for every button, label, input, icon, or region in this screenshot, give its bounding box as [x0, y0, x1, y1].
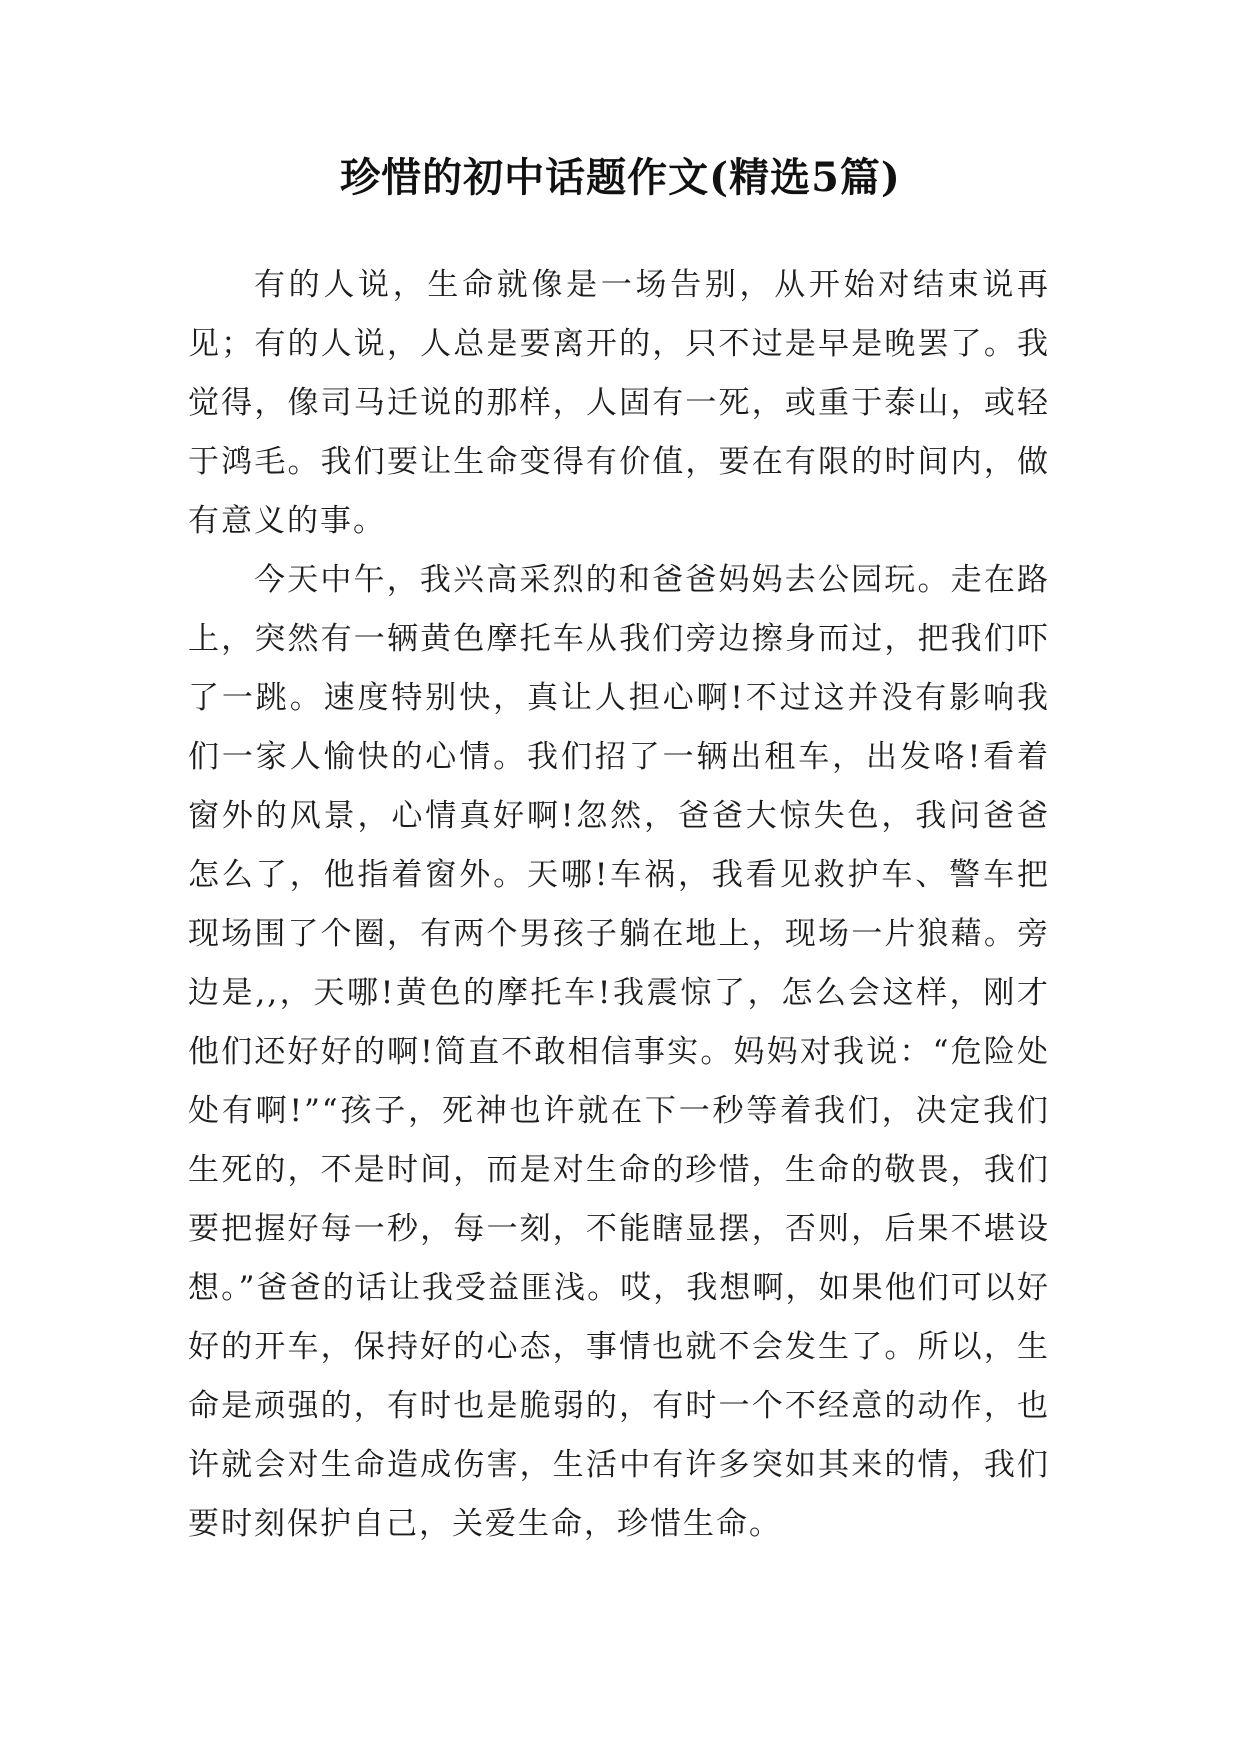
document-body — [188, 256, 1050, 1554]
paragraph-1: 有的人说，生命就像是一场告别，从开始对结束说再见；有的人说，人总是要离开的，只不过是早是晚罢了。我觉得，像司马迁说的那样，人固有一死，或重于泰山，或轻于鸿毛。我们要让生命变得有价值，要在有限的时间内，做有意义的事。 — [188, 267, 1050, 539]
paragraph-2: 今天中午，我兴高采烈的和爸爸妈妈去公园玩。走在路上，突然有一辆黄色摩托车从我们旁边擦身而过，把我们吓了一跳。速度特别快，真让人担心啊!不过这并没有影响我们一家人愉快的心情。我们招了一辆出租车，出发咯!看着窗外的风景，心情真好啊!忽然，爸爸大惊失色，我问爸爸怎么了，他指着窗外。天哪!车祸，我看见救护车、警车把现场围了个圈，有两个男孩子躺在地上，现场一片狼藉。旁边是,,，天哪!黄色的摩托车!我震惊了，怎么会这样，刚才他们还好好的啊!简直不敢相信事实。妈妈对我说：“危险处处有啊!”“孩子，死神也许就在下一秒等着我们，决定我们生死的，不是时间，而是对生命的珍惜，生命的敬畏，我们要把握好每一秒，每一刻，不能瞎显摆，否则，后果不堪设想。”爸爸的话让我受益匪浅。哎，我想啊，如果他们可以好好的开车，保持好的心态，事情也就不会发生了。所以，生命是顽强的，有时也是脆弱的，有时一个不经意的动作，也许就会对生命造成伤害，生活中有许多突如其来的情，我们要时刻保护自己，关爱生命，珍惜生命。 — [188, 562, 1050, 1542]
document-title: 珍惜的初中话题作文(精选5篇) — [340, 154, 901, 201]
